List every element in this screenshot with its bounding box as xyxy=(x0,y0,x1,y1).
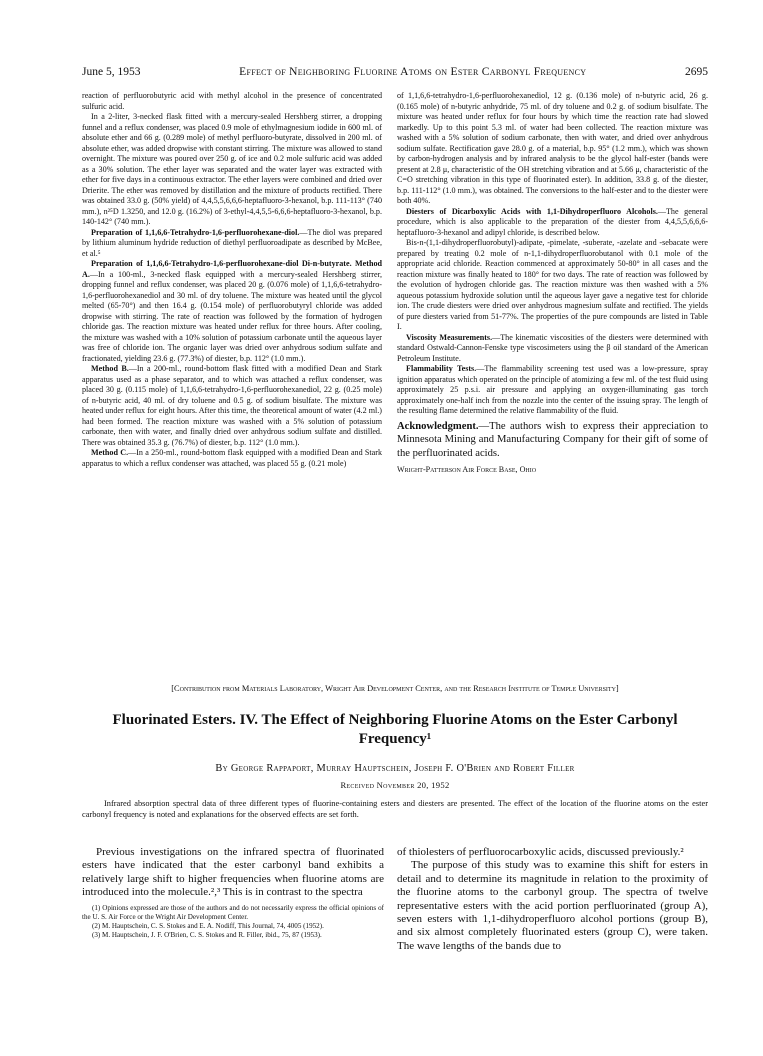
paragraph xyxy=(82,228,382,260)
body-left-column xyxy=(82,846,384,940)
paragraph: reaction of perfluorobutyric acid with methyl alcohol in the presence of concentrated sulfuric acid. xyxy=(82,91,382,111)
paragraph: of 1,1,6,6-tetrahydro-1,6-perfluorohexanediol, 12 g. (0.136 mole) of n-butyric acid, 26 g. (0.165 mole) of n-butyric anhydride, 75 ml. of dry toluene and 0.2 g. of sodium bisulfate. The mixture was heated under reflux for four hours by which time the reaction rate had slowed markedly. Up to this point 5.3 ml. of water had been collected. The reaction mixture was washed with a 5% solution of sodium carbonate, then with water, and dried over anhydrous sodium sulfate. Rectification gave 28.0 g. of a material, b.p. 95° (1.2 mm.), which was shown by carbon-hydrogen analysis and by infrared analysis to be the glycol half-ester (bands were present at 2.8 μ, characteristic of the OH stretching vibration and at 5.66 μ, characteristic of the C=O stretching vibration in this type of fluorinated ester). In addition, 33.8 g. of the diester, b.p. 111-112° (1.0 mm.), was obtained. The conversions to the half-ester and to the diester were both 40%. xyxy=(397,91,708,205)
paragraph xyxy=(397,333,708,365)
paper-title: Fluorinated Esters. IV. The Effect of Neighboring Fluorine Atoms on the Ester Carbonyl Frequency¹ xyxy=(112,712,678,747)
acknowledgment-heading: Acknowledgment. xyxy=(397,420,479,432)
section-heading: Viscosity Measurements. xyxy=(406,332,493,342)
paragraph-text: —In a 250-ml., round-bottom flask equipped with a modified Dean and Stark apparatus to which a reflux condenser was attached, was placed 55 g. (0.21 mole) xyxy=(82,448,382,468)
paragraph xyxy=(82,364,382,448)
abstract: Infrared absorption spectral data of three different types of fluorine-containing esters and diesters are presented. The effect of the location of the fluorine atoms on the ester carbonyl frequency is noted and explanations for the observed effects are set forth. xyxy=(82,799,708,819)
received-date: Received November 20, 1952 xyxy=(340,780,450,790)
section-heading: Preparation of 1,1,6,6-Tetrahydro-1,6-perfluorohexane-diol Di-n-butyrate. Method A. xyxy=(82,259,382,279)
paragraph: In a 2-liter, 3-necked flask fitted with a mercury-sealed Hershberg stirrer, a dropping funnel and a reflux condenser, was placed 0.9 mole of ethylmagnesium iodide in 600 ml. of absolute ether and 66 g. (0.289 mole) of methyl perfluoro-butyrate, dissolved in 200 ml. of absolute ether, was added dropwise with constant stirring. The mixture was allowed to stand overnight. The mixture was poured over 250 g. of ice and 0.2 mole sulfuric acid was added as a 30% solution. The ether layer was separated and the water layer was extracted with ether for five days in a continuous extractor. The ether layers were combined and dried over Drierite. The ether was removed by distillation and the mixture of products rectified. There was obtained 33.0 g. (50% yield) of 4,4,5,5,6,6,6-heptafluoro-3-hexanol, b.p. 111-113° (740 mm.), n²⁵D 1.3250, and 12.0 g. (16.2%) of 3-ethyl-4,4,5,5-6,6,6-heptafluoro-3-hexanol, b.p. 140-142° (740 mm.). xyxy=(82,112,382,226)
paragraph: Bis-n-(1,1-dihydroperfluorobutyl)-adipate, -pimelate, -suberate, -azelate and -sebacate were prepared by treating 0.2 mole of n-1,1-dihydroperfluorobutanol with 0.1 mole of the appropriate acid chloride. Reaction commenced at approximately 50-80° in all cases and the reaction mixture was finally heated to 180° for two days. The rate of reaction was followed by the evolution of hydrogen chloride gas. The reaction mixture was then washed with a 5% aqueous potassium hydroxide solution until the aqueous layer gave a negative test for chloride ion. The crude diesters were dried over anhydrous magnesium sulfate and rectified. The yields of pure diesters varied from 51-77%. The properties of the pure compounds are listed in Table I. xyxy=(397,238,708,331)
body-right-column xyxy=(397,846,708,953)
acknowledgment xyxy=(397,420,708,461)
section-heading: Method B. xyxy=(91,364,129,373)
section-heading: Flammability Tests. xyxy=(406,364,477,373)
authors: By George Rappaport, Murray Hauptschein, Joseph F. O'Brien and Robert Filler xyxy=(215,763,575,774)
paragraph: Previous investigations on the infrared spectra of fluorinated esters have indicated that the ester carbonyl band exhibits a relatively large shift to higher frequencies when fluorine atoms are introduced into the molecule.²,³ This is in contrast to the spectra xyxy=(82,846,384,899)
paragraph-text: —The kinematic viscosities of the diesters were determined with standard Ostwald-Cannon-Fenske type viscosimeters using the β oil standard of the American Petroleum Institute. xyxy=(397,332,708,363)
footnotes xyxy=(82,904,384,940)
footnote: (2) M. Hauptschein, C. S. Stokes and E. A. Nodiff, This Journal, 74, 4005 (1952). xyxy=(92,921,324,930)
right-column xyxy=(397,91,708,476)
left-column xyxy=(82,91,382,469)
paragraph: The purpose of this study was to examine this shift for esters in detail and to determine its magnitude in relation to the proximity of the fluorine atoms to the carbonyl group. The spectra of twelve representative esters with the acid portion perfluorinated (group A), seven esters with 1,1-dihydroperfluoro alcohol portions (group B), and six almost completely fluorinated esters (group C), were taken. The wave lengths of the bands due to xyxy=(397,859,708,952)
author-address: Wright-Patterson Air Force Base, Ohio xyxy=(397,465,537,475)
header-title: Effect of Neighboring Fluorine Atoms on Ester Carbonyl Frequency xyxy=(239,66,587,78)
acknowledgment-text: —The authors wish to express their appreciation to Minnesota Mining and Manufacturing Company for their gift of some of the perfluorinated acids. xyxy=(397,420,708,459)
paragraph-text: —The general procedure, which is also applicable to the preparation of the diester from 4,4,5,5,6,6,6-heptafluoro-3-hexanol and adipyl chloride, is described below. xyxy=(397,206,708,237)
section-heading: Preparation of 1,1,6,6-Tetrahydro-1,6-perfluorohexane-diol. xyxy=(91,227,300,237)
header-date: June 5, 1953 xyxy=(82,66,141,78)
paragraph-text: —The flammability screening test used was a low-pressure, spray ignition apparatus which operated on the principle of atomizing a few ml. of the test fluid using approximately 25 p.s.i. air pressure and applying an oxygen-illuminating gas torch approximately one-half inch from the nozzle into the center of the issuing spray. The length of the resulting flame determined the relative flammability of the fluid. xyxy=(397,364,708,415)
affiliation: [Contribution from Materials Laboratory, Wright Air Development Center, and the Research Institute of Temple University] xyxy=(171,684,619,693)
running-head xyxy=(82,66,708,84)
header-page-number: 2695 xyxy=(685,66,708,78)
section-heading: Diesters of Dicarboxylic Acids with 1,1-Dihydroperfluoro Alcohols. xyxy=(406,206,658,216)
paragraph xyxy=(397,207,708,239)
footnote: (1) Opinions expressed are those of the authors and do not necessarily express the official opinions of the U. S. Air Force or the Wright Air Development Center. xyxy=(82,903,384,921)
paragraph xyxy=(82,448,382,469)
paragraph xyxy=(397,364,708,417)
section-heading: Method C. xyxy=(91,448,129,457)
footnote: (3) M. Hauptschein, J. F. O'Brien, C. S. Stokes and R. Filler, ibid., 75, 87 (1953). xyxy=(92,930,322,939)
paragraph: of thiolesters of perfluorocarboxylic acids, discussed previously.² xyxy=(397,846,684,858)
paragraph-text: —The diol was prepared by lithium aluminum hydride reduction of diethyl perfluoroadipate as described by McBee, et al.⁵ xyxy=(82,227,382,258)
paragraph-text: —In a 100-ml., 3-necked flask equipped with a mercury-sealed Hershberg stirrer, dropping funnel and reflux condenser, was placed 20 g. (0.076 mole) of 1,1,6,6-tetrahydro-1,6-perfluorohexanediol and 30 ml. of dry toluene. The mixture was heated until the glycol melted (65-70°) and then 16.4 g. (0.154 mole) of perfluorobutyryl chloride was added dropwise with stirring. The rate of reaction was followed by the formation of hydrogen chloride gas. The reaction mixture was heated under reflux for three hours. After cooling, the mixture was washed with a 10% solution of potassium carbonate until the aqueous layer was free of chloride ion. The organic layer was dried over anhydrous sodium sulfate and fractionated, yielding 23.6 g. (77.3%) of diester, b.p. 112° (1.0 mm.). xyxy=(82,269,382,363)
paragraph-text: —In a 200-ml., round-bottom flask fitted with a modified Dean and Stark apparatus used as a phase separator, and to which was attached a reflux condenser, was placed 30 g. (0.115 mole) of 1,1,6,6-tetrahydro-1,6-perfluorohexanediol, 22 g. (0.25 mole) of n-butyric acid, 40 ml. of dry toluene and 0.5 g. of sodium bisulfate. The mixture was heated under reflux for eight hours. After this time, the theoretical amount of water (4.2 ml.) had been formed. The reaction mixture was washed with a 5% solution of potassium carbonate, then with water, and finally dried over anhydrous sodium sulfate and distilled. There was obtained 35.3 g. (76.7%) of diester, b.p. 112° (1.0 mm.). xyxy=(82,364,382,447)
paragraph xyxy=(82,259,382,364)
